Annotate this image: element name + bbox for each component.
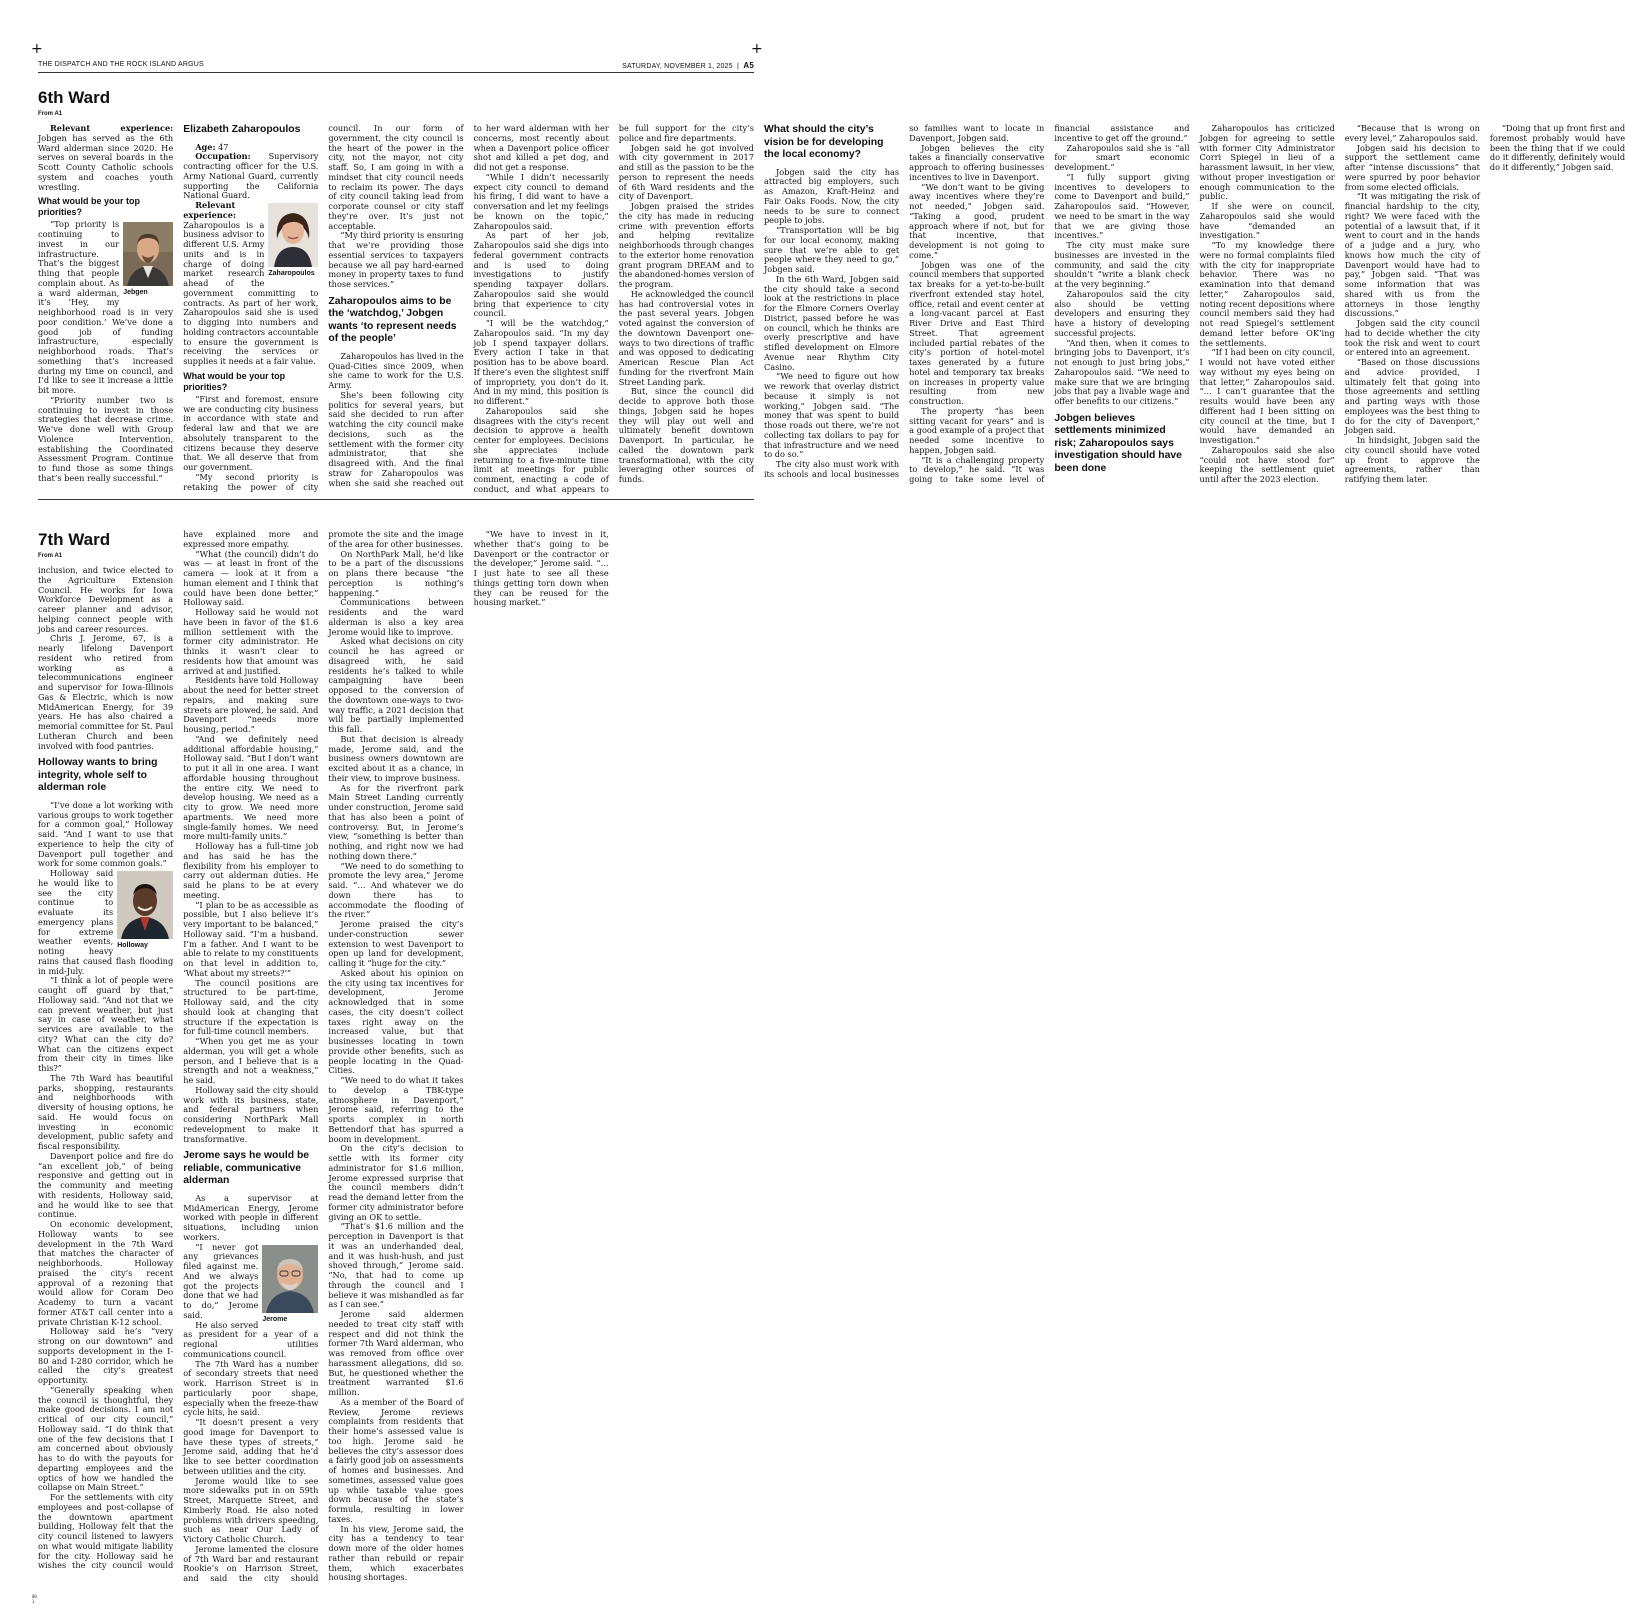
portrait-image xyxy=(262,1245,318,1313)
registration-mark-right: + xyxy=(751,41,763,57)
paragraph: “Based on those discussions and advice provided, I ultimately felt that going into those agreements and settling and parting ways with those employees was the best thing to do for the city of Davenport,” Jobgen said. xyxy=(1344,357,1480,436)
subheading: Jerome says he would be reliable, communicative alderman xyxy=(183,1150,310,1187)
page-number: A5 xyxy=(743,61,754,70)
paragraph: The city also must work with its schools and local businesses so families want to locate in Davenport, Jobgen said. xyxy=(763,123,1045,479)
paragraph: The property “has been sitting vacant for years” and is a good example of a project that needed some incentive to happen, Jobgen said. xyxy=(909,405,1045,455)
paragraph: “To my knowledge there were no formal complaints filed with the city for inappropriate behavior. There was no examination into that demand letter,” Zaharopoulos said, noting recent depositions where council members said they had not read Spiegel’s settlement demand letter before OK’ing the settlements. xyxy=(1199,240,1335,348)
paragraph: Jerome praised the city’s under-construction sewer extension to west Davenport to open up land for development, calling it “huge for the city.” xyxy=(328,919,464,968)
registration-mark-left: + xyxy=(31,41,43,57)
photo-caption: Zaharopoulos xyxy=(268,270,315,277)
paragraph: Asked about his opinion on the city using tax incentives for development, Jerome acknowledged that in some cases, the city doesn’t collect taxes right away on the increased value, but that businesses locating in town provide other benefits, such as people locating in the Quad-Cities. xyxy=(328,967,464,1076)
story-body xyxy=(38,123,1625,496)
paragraph: Jerome would like to see more sidewalks put in on 59th Street, Marquette Street, and Kimberly Road. He also noted problems with drivers speeding, such as near Our Lady of Victory Catholic Church. xyxy=(183,1475,319,1544)
paragraph: Zaharopoulos said she also “could not have stood for” keeping the settlement quiet until after the 2023 election. xyxy=(1199,444,1335,484)
paragraph: Jobgen said his decision to support the settlement came after “intense discussions” that were spurred by poor behavior from some elected officials. xyxy=(1344,142,1480,192)
page-header xyxy=(38,58,754,73)
paragraph: Holloway said he would not have been in favor of the $1.6 million settlement with the former city administrator. He thinks it wasn’t clear to residents how that amount was arrived at and justified. xyxy=(183,607,319,676)
paragraph: inclusion, and twice elected to the Agriculture Extension Council. He works for Iowa Workforce Development as a career planner and advisor, helping connect people with jobs and career resources. xyxy=(38,565,174,634)
paragraph: In his view, Jerome said, the city has a tendency to tear down more of the older homes rather than rebuild or repair them, which exacerbates housing shortages. xyxy=(328,1523,464,1583)
printer-mark xyxy=(32,1594,37,1604)
paragraph: Zaharopoulos said she is “all for smart economic development.” xyxy=(1054,142,1190,172)
paragraph: “First and foremost, ensure we are conducting city business in accordance with state and federal law and that we are absolutely transparent to the citizens because they deserve that. We all deserve that from our government. xyxy=(183,393,319,472)
paragraph: “We don’t want to be giving away incentives where they’re not needed,” Jobgen said. “Taking a good, prudent approach where if not, but for that incentive, that development is not going to come.” xyxy=(909,181,1045,260)
subheading: Holloway wants to bring integrity, whole self to alderman role xyxy=(38,757,158,794)
paragraph: “I think a lot of people were caught off guard by that,” Holloway said. “And not that we can prevent weather, but just say in case of weather, what services are available to the city? What can the city do? What can the citizens expect from their city in times like this?” xyxy=(38,975,174,1073)
paragraph: “I’ve done a lot working with various groups to work together for a common goal,” Holloway said. “And I want to use that experience to help the city of Davenport pull together and work for some common goals.” xyxy=(38,799,174,869)
story-body xyxy=(38,530,754,1590)
label: Occupation: xyxy=(195,151,251,162)
question-label: What would be your top priorities? xyxy=(38,196,140,218)
printer-mark-line: 00 xyxy=(32,1594,37,1599)
paragraph: But that decision is already made, Jerome said, and the business owners downtown are excited about it as a chance, in their view, to improve business. xyxy=(328,733,464,783)
paragraph: “Transportation will be big for our local economy, making sure that we’re able to get people where they need to go,” Jobgen said. xyxy=(763,225,900,274)
paragraph: Holloway said he would like to see the city continue to evaluate its emergency plans for extreme weather events, noting heavy rains that caused flash flooding in mid-July. xyxy=(38,868,174,976)
story-headline: 6th Ward xyxy=(38,88,111,107)
paragraph: “Generally speaking when the council is thoughtful, they make good decisions. I am not critical of our city council,” Holloway said. “I do think that one of the few decisions that I am concerned about obviously has to do with the payouts for departing employees and the optics of how we handled the collapse on Main Street.” xyxy=(38,1384,174,1493)
paragraph: He acknowledged the council has had controversial votes in the past several years. Jobgen voted against the conversion of the downtown Davenport one-ways to two directions of traffic and was opposed to dedicating American Rescue Plan Act funding for the riverfront Main Street Landing park. xyxy=(618,288,754,387)
publication-date: SATURDAY, NOVEMBER 1, 2025 xyxy=(622,63,733,70)
paragraph: The 7th Ward has a number of secondary streets that need work. Harrison Street is in particularly poor shape, especially when the freeze-thaw cycle hits, he said. xyxy=(183,1358,319,1418)
candidate-photo-jobgen xyxy=(123,222,173,297)
printer-mark-line: 1 xyxy=(32,1599,35,1604)
candidate-photo-holloway xyxy=(117,871,173,950)
publication-name: THE DISPATCH AND THE ROCK ISLAND ARGUS xyxy=(38,61,204,68)
paragraph: For the settlements with city employees and post-collapse of the downtown apartment building, Holloway felt that the city council listened to lawyers on what would mitigate liability for the city. Holloway said he wishes the city council would have explained more and expressed more empathy. xyxy=(38,529,319,1571)
question-label: What would be your top priorities? xyxy=(183,370,286,392)
photo-caption: Jebgen xyxy=(123,289,148,297)
paragraph: Davenport police and fire do “an excellent job,” of being responsive and getting out in the community and meeting with residents, Holloway said, and he would like to see that continue. xyxy=(38,1150,174,1220)
paragraph: The 7th Ward has beautiful parks, shopping, restaurants and neighborhoods with diversity of housing options, he said. He would focus on investing in economic development, public safety and fiscal responsibility. xyxy=(38,1072,174,1151)
subheading: Zaharopoulos aims to be the ‘watchdog,’ Jobgen wants ‘to represent needs of the people’ xyxy=(328,295,457,345)
paragraph: “I fully support giving incentives to developers to come to Davenport and build,” Zaharopoulos said. “However, we need to be smart in the way that we are giving those incentives.” xyxy=(1054,171,1190,241)
paragraph: Jobgen has served as the 6th Ward alderman since 2020. He serves on several boards in the Scott County Catholic schools system and coaches youth wrestling. xyxy=(38,132,174,192)
paragraph: “If I had been on city council, I would not have voted either way without my eyes being on that letter,” Zaharopoulos said. “… I can’t guarantee that the results would have been any different had I been sitting on city council at the time, but I would have demanded an investigation.” xyxy=(1199,347,1335,445)
paragraph: Holloway has a full-time job and has said he has the flexibility from his employer to carry out alderman duties. He said he plans to be at every meeting. xyxy=(183,841,319,900)
paragraph: Zaharopoulos said the city also should be vetting developers and ensuring they have a history of developing successful projects. xyxy=(1054,288,1190,338)
portrait-image xyxy=(117,871,173,939)
paragraph: In hindsight, Jobgen said the city council should have voted up front to approve the agreements, rather than ratifying them later. xyxy=(1344,435,1480,484)
story-6th-ward xyxy=(38,88,1625,494)
paragraph: “We need to do something to promote the levy area,” Jerome said. “… And whatever we do down there has to accommodate the flooding of the river.” xyxy=(328,860,464,920)
jump-line: From A1 xyxy=(38,553,63,559)
paragraph: Zaharopoulos has criticized Jobgen for agreeing to settle with former City Administrator Corri Spiegel in lieu of a harassment lawsuit, in her view, without proper investigation or enough communication to the public. xyxy=(1199,123,1335,202)
paragraph: In the 6th Ward, Jobgen said the city should take a second look at the restrictions in place for the Elmore Corners Overlay District, passed before he was on council, which he thinks are overly prescriptive and have stifled development on Elmore Avenue near Rhythm City Casino. xyxy=(763,273,900,372)
paragraph: “I will be the watchdog,” Zaharopoulos said. “In my day job I spend taxpayer dollars. Every action I take in that position has to be above board. If there’s even the slightest sniff of impropriety, you don’t do it. And in my mind, this position is no different.” xyxy=(473,318,609,406)
paragraph: “Doing that up front first and foremost probably would have been the thing that if we could do it differently, definitely would do it differently,” Jobgen said. xyxy=(1489,123,1625,172)
paragraph: “It doesn’t present a very good image for Davenport to have these types of streets,” Jerome said, adding that he’d like to see better coordination between utilities and the city. xyxy=(183,1417,319,1476)
paragraph: “While I didn’t necessarily expect city council to demand his firing, I did want to have a conversation and let my feelings be known on the topic,” Zaharopoulos said. xyxy=(473,171,609,231)
paragraph: Communications between residents and the ward alderman is also a key area Jerome would like to improve. xyxy=(328,597,464,637)
paragraph: Zaharopoulos said she disagrees with the city’s recent decision to approve a health center for employees. Decisions she appreciates include returning to a five-minute time limit at meetings for public comment, enacting a code of conduct, and what appears to be full support for the city’s police and fire departments. xyxy=(473,123,754,494)
paragraph: Supervisory contracting officer for the U.S. Army National Guard, currently supporting the California National Guard. xyxy=(183,151,319,201)
paragraph: As part of her job, Zaharopoulos said she digs into federal government contracts and is used to doing investigations to justify spending taxpayer dollars. Zaharopoulos said she would bring that experience to city council. xyxy=(473,230,609,319)
paragraph: “When you get me as your alderman, you will get a whole person, and I believe that is a strength and not a weakness,” he said. xyxy=(183,1036,319,1085)
candidate-name-heading: Elizabeth Zaharopoulos xyxy=(183,124,301,135)
label: Age: xyxy=(195,141,216,152)
photo-caption: Jerome xyxy=(262,1315,288,1323)
paragraph: “We need to figure out how we rework that overlay district because it simply is not working,” Jobgen said. “The money that was spent to build those roads out there, we’re not collecting tax dollars to pay for that infrastructure and we need to do so.” xyxy=(763,371,900,460)
paragraph: “That’s $1.6 million and the perception in Davenport is that it was an underhanded deal, and it was hush-hush, and just shoved through,” Jerome said. “No, that had to come up through the council and I believe it was mishandled as far as I can see.” xyxy=(328,1221,464,1310)
paragraph: “It is a challenging property to develop,” he said. “It was going to take some level of financial assistance and incentive to get off the ground.” xyxy=(909,123,1190,484)
paragraph: “My second priority is retaking the power of city council. In our form of government, the city council is the heart of the power in the city, not the mayor, not city staff. So, I am going in with a mindset that city council needs to reclaim its power. The days of city council taking lead from corporate counsel or city staff they’re over. It’s just not acceptable. xyxy=(183,123,464,492)
headline-spacer xyxy=(38,530,173,566)
paragraph: “Priority number two is continuing to invest in those strategies that decrease crime. We’ve done well with Group Violence Intervention, establishing the Coordinated Assessment Program. Continue to fund those as some things that’s been really successful.” xyxy=(38,394,174,483)
paragraph: On NorthPark Mall, he’d like to be a part of the discussions on plans there because “the perception is nothing’s happening.” xyxy=(328,548,464,598)
paragraph: On the city’s decision to settle with its former city administrator for $1.6 million, Jerome expressed surprise that the council members didn’t read the demand letter from the former city administrator before giving an OK to settle. xyxy=(328,1143,464,1222)
paragraph: The city must make sure businesses are invested in the community, and said the city shouldn’t “write a blank check at the very beginning.” xyxy=(1054,240,1190,289)
paragraph: “Because that is wrong on every level,” Zaharopoulos said. xyxy=(1344,123,1480,143)
subheading: Jobgen believes settlements minimized risk; Zaharopoulos says investigation should have been done xyxy=(1054,412,1182,474)
label: Relevant experience: xyxy=(50,123,174,133)
subheading: What should the city’s vision be for developing the local economy? xyxy=(763,124,884,160)
candidate-photo-zaharopoulos xyxy=(268,203,318,278)
portrait-image xyxy=(123,222,173,286)
paragraph: As a member of the Board of Review, Jerome reviews complaints from residents that their home’s assessed value is too high. Jerome said he believes the city’s assessor does a fairly good job on assessments of homes and businesses. And sometimes, assessed value goes up while taxable value goes down because of the state’s formula, resulting in lower taxes. xyxy=(328,1396,464,1524)
paragraph: Asked what decisions on city council he has agreed or disagreed with, he said residents he’s talked to while campaigning have been opposed to the conversion of the downtown one-ways to two-way traffic, a 2021 decision that will be partially implemented this fall. xyxy=(328,636,464,734)
paragraph: “I plan to be as accessible as possible, but I also believe it’s very important to be balanced,” Holloway said. “I’m a husband. I’m a father. And I want to be able to relate to my constituents on that level in addition to, ‘What about my streets?’” xyxy=(183,899,319,978)
paragraph: “We need to do what it takes to develop a TBK-type atmosphere in Davenport,” Jerome said, referring to the sports complex in north Bettendorf that has spurred a boom in development. xyxy=(328,1075,464,1144)
jump-line: From A1 xyxy=(38,111,63,117)
paragraph: “What (the council) didn’t do was — at least in front of the camera — look at it from a human element and I think that could have been done better,” Holloway said. xyxy=(183,548,319,608)
paragraph: She’s been following city politics for several years, but said she decided to run after watching the city council make decisions, such as the settlement with the former city administrator, that she disagreed with. And the final straw for Zaharopoulos was when she said she reached out to her ward alderman with her concerns, most recently about when a Davenport police officer shot and killed a pet dog, and did not get a response. xyxy=(328,123,609,488)
paragraph: Jobgen believes the city takes a financially conservative approach to offering businesses incentives to live in Davenport. xyxy=(909,142,1045,182)
paragraph: Holloway said the city should work with its business, state, and federal partners when considering NorthPark Mall redevelopment to make it transformative. xyxy=(183,1084,319,1144)
paragraph: Jobgen was one of the council members that supported tax breaks for a yet-to-be-built riverfront extended stay hotel, office, retail and event center at a long-vacant parcel at East River Drive and East Third Street. That agreement included partial rebates of the city’s portion of hotel-motel taxes generated by a future hotel and temporary tax breaks on increases in property value resulting from new construction. xyxy=(909,259,1045,406)
paragraph: As a supervisor at MidAmerican Energy, Jerome worked with people in different situations, including union workers. xyxy=(183,1192,319,1242)
paragraph: Holloway said he’s “very strong on our downtown” and supports development in the I-80 and I-280 corridor, which he called the city’s greatest opportunity. xyxy=(38,1326,174,1385)
paragraph: “Top priority is continuing to invest in our infrastructure. That’s the biggest thing that people complain about. As a ward alderman, it’s ‘Hey, my neighborhood road is in very poor condition.’ We’ve done a good job of funding infrastructure, especially neighborhood roads. That’s something that’s increased during my time on council, and I’d like to see it increase a little bit more. xyxy=(38,219,174,395)
paragraph: Jobgen said the city has attracted big employers, such as Amazon, Kraft-Heinz and Fair Oaks Foods. Now, the city needs to be sure to connect people to jobs. xyxy=(763,166,900,226)
paragraph: He also served as president for a year of a regional utilities communications council. xyxy=(183,1319,319,1359)
paragraph: Chris J. Jerome, 67, is a nearly lifelong Davenport resident who retired from working as a telecommunications engineer and supervisor for Iowa-Illinois Gas & Electric, which is now MidAmerican Energy, for 39 years. He has also chaired a memorial committee for St. Paul Lutheran Church and been involved with food pantries. xyxy=(38,633,174,751)
photo-caption: Holloway xyxy=(117,942,148,949)
paragraph: “My third priority is ensuring that we’re providing those essential services to taxpayers because we all pay hard-earned money in property taxes to fund those services.” xyxy=(328,230,464,289)
paragraph: “We have to invest in it, whether that’s going to be Davenport or the contractor or the developer,” Jerome said. “… I just hate to see all these things getting torn down when they can be reused for the housing market.” xyxy=(473,529,609,608)
paragraph: Jerome said aldermen needed to treat city staff with respect and did not think the former 7th Ward alderman, who was removed from office over harassment allegations, did so. But, he questioned whether the treatment warranted $1.6 million. xyxy=(328,1309,464,1397)
candidate-photo-jerome xyxy=(262,1245,318,1324)
paragraph: “And then, when it comes to bringing jobs to Davenport, it’s not enough to just bring jobs,” Zaharopoulos said. “We need to make sure that we are bringing jobs that pay a livable wage and offer benefits to our citizens.” xyxy=(1054,337,1190,406)
paragraph: “It was mitigating the risk of financial hardship to the city, right? We were faced with the potential of a lawsuit that, if it went to court and in the hands of a judge and a jury, who knows how much the city of Davenport would have had to pay,” Jobgen said. “That was some information that was shared with us from the attorneys in those lengthy discussions.” xyxy=(1344,191,1480,319)
label: Relevant experience: xyxy=(183,200,237,220)
story-7th-ward xyxy=(38,529,754,1583)
date-and-page: SATURDAY, NOVEMBER 1, 2025 | A5 xyxy=(622,61,754,70)
paragraph: “I never got any grievances filed against me. And we always got the projects done that we had to do,” Jerome said. xyxy=(183,1241,259,1320)
paragraph: If she were on council, Zaharopoulos said she would have “demanded an investigation.” xyxy=(1199,201,1335,241)
story-divider xyxy=(38,499,754,500)
paragraph: 47 xyxy=(215,141,229,152)
paragraph: The council positions are structured to be part-time, Holloway said, and the city should look at changing that structure if the expectation is for full-time council members. xyxy=(183,977,319,1037)
paragraph: Zaharopoulos is a business advisor to different U.S. Army units and is in charge of doing market research ahead of the government committing to contracts. As part of her work, Zaharopoulos said she is used to digging into numbers and holding contractors accountable to ensure the government is receiving the services or supplies it needs at a fair value. xyxy=(183,219,319,366)
paragraph: Residents have told Holloway about the need for better street repairs, and making sure streets are plowed, he said. And Davenport “needs more housing, period.” xyxy=(183,675,319,734)
paragraph: Jobgen praised the strides the city has made in reducing crime with prevention efforts and helping revitalize neighborhoods through changes to the exterior home renovation grant program DREAM and to the abandoned-homes version of the program. xyxy=(618,201,754,289)
paragraph: Jerome lamented the closure of 7th Ward bar and restaurant Rookie’s on Harrison Street, and said the city should promote the site and the image of the area for other businesses. xyxy=(183,529,464,1583)
paragraph: Zaharopoulos has lived in the Quad-Cities since 2009, when she came to work for the U.S. Army. xyxy=(328,350,464,390)
story-headline: 7th Ward xyxy=(38,530,111,549)
paragraph: As for the riverfront park Main Street Landing currently under construction, Jerome said that has also been a point of controversy. But, in Jerome’s view, “something is better than nothing, and right now we had nothing down there.” xyxy=(328,782,464,861)
portrait-image xyxy=(268,203,318,267)
paragraph: But, since the council did decide to approve both those things, Jobgen said he hopes they will play out well and ultimately benefit downtown Davenport. In particular, he called the downtown park transformational, with the city leveraging other sources of funds. xyxy=(618,386,754,484)
paragraph: On economic development, Holloway wants to see development in the 7th Ward that matches the character of neighborhoods. Holloway praised the city’s recent approval of a rezoning that would allow for Coram Deo Academy to turn a vacant former AT&T call center into a private Christian K-12 school. xyxy=(38,1219,174,1327)
paragraph: Jobgen said the city council had to decide whether the city took the risk and went to court or entered into an agreement. xyxy=(1344,318,1480,358)
paragraph: Jobgen said he got involved with city government in 2017 and still as the passion to be the person to represent the needs of 6th Ward residents and the city of Davenport. xyxy=(618,142,754,202)
paragraph: “And we definitely need additional affordable housing,” Holloway said. “But I don’t want to put it all in one area. I want affordable housing throughout the entire city. We need to develop housing. We need as a city to grow. We need more apartments. We need more single-family homes. We need more multi-family units.” xyxy=(183,733,319,842)
